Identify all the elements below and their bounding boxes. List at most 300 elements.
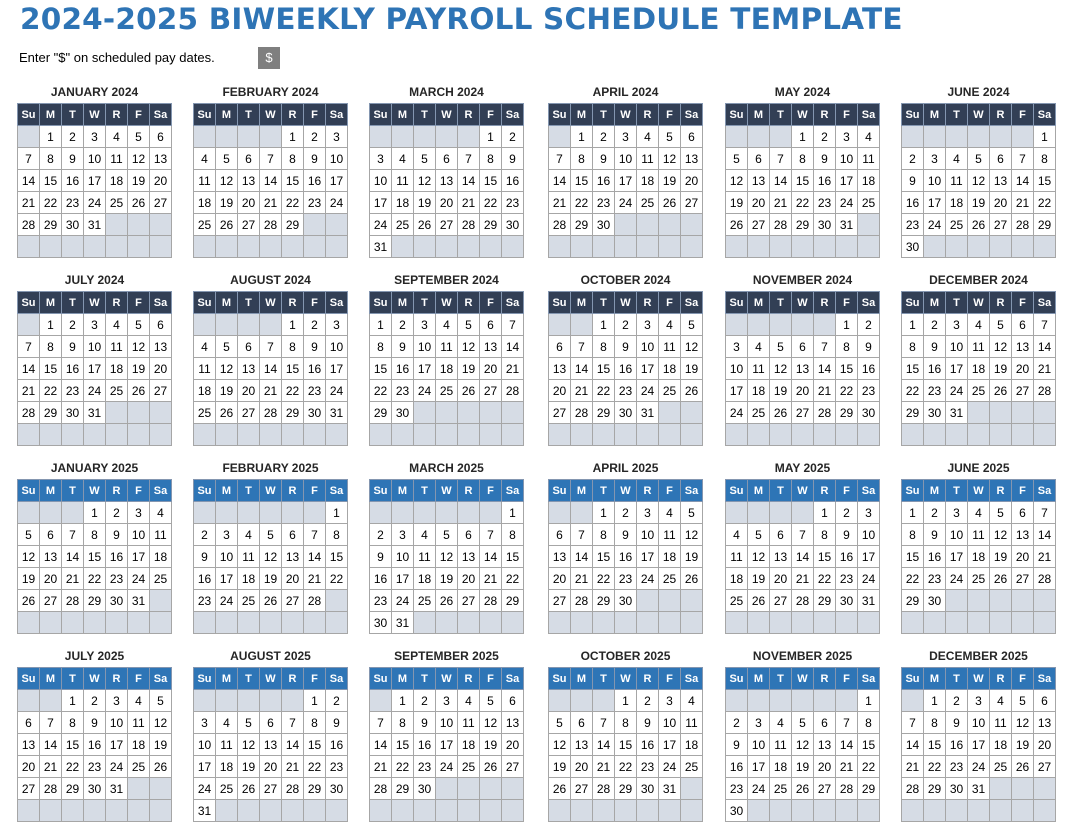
day-cell[interactable]: 4: [637, 126, 659, 148]
day-cell[interactable]: 14: [1034, 524, 1056, 546]
day-cell[interactable]: 11: [436, 336, 458, 358]
day-cell[interactable]: 24: [836, 192, 858, 214]
day-cell[interactable]: 27: [1034, 756, 1056, 778]
day-cell[interactable]: 2: [726, 712, 748, 734]
day-cell[interactable]: 14: [814, 358, 836, 380]
day-cell[interactable]: 27: [990, 214, 1012, 236]
day-cell[interactable]: 18: [150, 546, 172, 568]
day-cell[interactable]: 13: [40, 546, 62, 568]
day-cell[interactable]: 25: [436, 380, 458, 402]
day-cell[interactable]: 15: [304, 734, 326, 756]
day-cell[interactable]: 5: [968, 148, 990, 170]
day-cell[interactable]: 29: [902, 590, 924, 612]
day-cell[interactable]: 11: [858, 148, 880, 170]
day-cell[interactable]: 27: [458, 590, 480, 612]
day-cell[interactable]: 16: [304, 170, 326, 192]
day-cell[interactable]: 1: [902, 314, 924, 336]
day-cell[interactable]: 2: [62, 314, 84, 336]
day-cell[interactable]: 5: [990, 314, 1012, 336]
day-cell[interactable]: 16: [502, 170, 524, 192]
day-cell[interactable]: 8: [502, 524, 524, 546]
day-cell[interactable]: 20: [1012, 358, 1034, 380]
day-cell[interactable]: 21: [593, 756, 615, 778]
day-cell[interactable]: 10: [326, 148, 348, 170]
day-cell[interactable]: 5: [238, 712, 260, 734]
day-cell[interactable]: 14: [902, 734, 924, 756]
day-cell[interactable]: 27: [260, 778, 282, 800]
day-cell[interactable]: 11: [128, 712, 150, 734]
day-cell[interactable]: 4: [968, 502, 990, 524]
day-cell[interactable]: 24: [748, 778, 770, 800]
day-cell[interactable]: 7: [18, 336, 40, 358]
day-cell[interactable]: 8: [282, 148, 304, 170]
day-cell[interactable]: 28: [1012, 214, 1034, 236]
day-cell[interactable]: 10: [326, 336, 348, 358]
day-cell[interactable]: 17: [326, 358, 348, 380]
day-cell[interactable]: 6: [549, 336, 571, 358]
day-cell[interactable]: 13: [502, 712, 524, 734]
day-cell[interactable]: 13: [571, 734, 593, 756]
day-cell[interactable]: 29: [836, 402, 858, 424]
day-cell[interactable]: 31: [370, 236, 392, 258]
day-cell[interactable]: 31: [84, 402, 106, 424]
day-cell[interactable]: 31: [326, 402, 348, 424]
day-cell[interactable]: 6: [502, 690, 524, 712]
day-cell[interactable]: 22: [40, 380, 62, 402]
day-cell[interactable]: 13: [1012, 336, 1034, 358]
day-cell[interactable]: 4: [216, 712, 238, 734]
day-cell[interactable]: 19: [770, 380, 792, 402]
day-cell[interactable]: 22: [326, 568, 348, 590]
day-cell[interactable]: 16: [814, 170, 836, 192]
day-cell[interactable]: 23: [858, 380, 880, 402]
day-cell[interactable]: 14: [40, 734, 62, 756]
day-cell[interactable]: 17: [106, 734, 128, 756]
day-cell[interactable]: 23: [593, 192, 615, 214]
day-cell[interactable]: 15: [480, 170, 502, 192]
day-cell[interactable]: 25: [392, 214, 414, 236]
day-cell[interactable]: 2: [615, 502, 637, 524]
day-cell[interactable]: 9: [502, 148, 524, 170]
day-cell[interactable]: 12: [968, 170, 990, 192]
day-cell[interactable]: 31: [637, 402, 659, 424]
day-cell[interactable]: 13: [814, 734, 836, 756]
day-cell[interactable]: 22: [282, 192, 304, 214]
day-cell[interactable]: 12: [128, 148, 150, 170]
day-cell[interactable]: 24: [84, 192, 106, 214]
day-cell[interactable]: 23: [304, 380, 326, 402]
day-cell[interactable]: 14: [260, 358, 282, 380]
day-cell[interactable]: 24: [946, 380, 968, 402]
day-cell[interactable]: 20: [814, 756, 836, 778]
day-cell[interactable]: 8: [571, 148, 593, 170]
day-cell[interactable]: 15: [792, 170, 814, 192]
day-cell[interactable]: 25: [128, 756, 150, 778]
day-cell[interactable]: 16: [392, 358, 414, 380]
day-cell[interactable]: 30: [370, 612, 392, 634]
day-cell[interactable]: 9: [924, 524, 946, 546]
day-cell[interactable]: 3: [615, 126, 637, 148]
day-cell[interactable]: 23: [304, 192, 326, 214]
day-cell[interactable]: 4: [106, 314, 128, 336]
day-cell[interactable]: 1: [40, 126, 62, 148]
day-cell[interactable]: 11: [194, 358, 216, 380]
day-cell[interactable]: 18: [726, 568, 748, 590]
day-cell[interactable]: 28: [770, 214, 792, 236]
dollar-button[interactable]: $: [258, 47, 280, 69]
day-cell[interactable]: 22: [615, 756, 637, 778]
day-cell[interactable]: 31: [968, 778, 990, 800]
day-cell[interactable]: 13: [150, 148, 172, 170]
day-cell[interactable]: 17: [726, 380, 748, 402]
day-cell[interactable]: 13: [549, 546, 571, 568]
day-cell[interactable]: 22: [593, 568, 615, 590]
day-cell[interactable]: 14: [18, 358, 40, 380]
day-cell[interactable]: 12: [549, 734, 571, 756]
day-cell[interactable]: 19: [659, 170, 681, 192]
day-cell[interactable]: 5: [216, 148, 238, 170]
day-cell[interactable]: 16: [304, 358, 326, 380]
day-cell[interactable]: 18: [681, 734, 703, 756]
day-cell[interactable]: 16: [902, 192, 924, 214]
day-cell[interactable]: 9: [637, 712, 659, 734]
day-cell[interactable]: 19: [260, 568, 282, 590]
day-cell[interactable]: 6: [150, 314, 172, 336]
day-cell[interactable]: 11: [106, 148, 128, 170]
day-cell[interactable]: 10: [436, 712, 458, 734]
day-cell[interactable]: 21: [260, 380, 282, 402]
day-cell[interactable]: 28: [1034, 380, 1056, 402]
day-cell[interactable]: 18: [458, 734, 480, 756]
day-cell[interactable]: 4: [681, 690, 703, 712]
day-cell[interactable]: 10: [726, 358, 748, 380]
day-cell[interactable]: 15: [615, 734, 637, 756]
day-cell[interactable]: 1: [593, 314, 615, 336]
day-cell[interactable]: 6: [458, 524, 480, 546]
day-cell[interactable]: 2: [924, 314, 946, 336]
day-cell[interactable]: 28: [549, 214, 571, 236]
day-cell[interactable]: 25: [681, 756, 703, 778]
day-cell[interactable]: 23: [615, 380, 637, 402]
day-cell[interactable]: 2: [62, 126, 84, 148]
day-cell[interactable]: 5: [150, 690, 172, 712]
day-cell[interactable]: 23: [62, 380, 84, 402]
day-cell[interactable]: 21: [40, 756, 62, 778]
day-cell[interactable]: 6: [1012, 502, 1034, 524]
day-cell[interactable]: 15: [924, 734, 946, 756]
day-cell[interactable]: 27: [480, 380, 502, 402]
day-cell[interactable]: 26: [549, 778, 571, 800]
day-cell[interactable]: 23: [615, 568, 637, 590]
day-cell[interactable]: 1: [84, 502, 106, 524]
day-cell[interactable]: 22: [304, 756, 326, 778]
day-cell[interactable]: 15: [40, 170, 62, 192]
day-cell[interactable]: 29: [902, 402, 924, 424]
day-cell[interactable]: 26: [128, 192, 150, 214]
day-cell[interactable]: 5: [549, 712, 571, 734]
day-cell[interactable]: 20: [502, 734, 524, 756]
day-cell[interactable]: 24: [216, 590, 238, 612]
day-cell[interactable]: 13: [238, 358, 260, 380]
day-cell[interactable]: 26: [128, 380, 150, 402]
day-cell[interactable]: 23: [62, 192, 84, 214]
day-cell[interactable]: 13: [436, 170, 458, 192]
day-cell[interactable]: 12: [659, 148, 681, 170]
day-cell[interactable]: 31: [836, 214, 858, 236]
day-cell[interactable]: 26: [18, 590, 40, 612]
day-cell[interactable]: 2: [836, 502, 858, 524]
day-cell[interactable]: 10: [659, 712, 681, 734]
day-cell[interactable]: 30: [326, 778, 348, 800]
day-cell[interactable]: 28: [902, 778, 924, 800]
day-cell[interactable]: 8: [902, 524, 924, 546]
day-cell[interactable]: 11: [946, 170, 968, 192]
day-cell[interactable]: 9: [370, 546, 392, 568]
day-cell[interactable]: 12: [792, 734, 814, 756]
day-cell[interactable]: 3: [216, 524, 238, 546]
day-cell[interactable]: 11: [681, 712, 703, 734]
day-cell[interactable]: 13: [990, 170, 1012, 192]
day-cell[interactable]: 6: [18, 712, 40, 734]
day-cell[interactable]: 31: [392, 612, 414, 634]
day-cell[interactable]: 16: [858, 358, 880, 380]
day-cell[interactable]: 2: [924, 502, 946, 524]
day-cell[interactable]: 29: [370, 402, 392, 424]
day-cell[interactable]: 22: [1034, 192, 1056, 214]
day-cell[interactable]: 17: [924, 192, 946, 214]
day-cell[interactable]: 4: [436, 314, 458, 336]
day-cell[interactable]: 12: [216, 170, 238, 192]
day-cell[interactable]: 8: [40, 148, 62, 170]
day-cell[interactable]: 29: [480, 214, 502, 236]
day-cell[interactable]: 18: [968, 546, 990, 568]
day-cell[interactable]: 28: [260, 214, 282, 236]
day-cell[interactable]: 6: [792, 336, 814, 358]
day-cell[interactable]: 12: [18, 546, 40, 568]
day-cell[interactable]: 14: [836, 734, 858, 756]
day-cell[interactable]: 14: [458, 170, 480, 192]
day-cell[interactable]: 12: [770, 358, 792, 380]
day-cell[interactable]: 30: [62, 214, 84, 236]
day-cell[interactable]: 19: [990, 546, 1012, 568]
day-cell[interactable]: 26: [726, 214, 748, 236]
day-cell[interactable]: 13: [1012, 524, 1034, 546]
day-cell[interactable]: 31: [194, 800, 216, 822]
day-cell[interactable]: 4: [392, 148, 414, 170]
day-cell[interactable]: 6: [814, 712, 836, 734]
day-cell[interactable]: 1: [282, 314, 304, 336]
day-cell[interactable]: 3: [326, 126, 348, 148]
day-cell[interactable]: 4: [150, 502, 172, 524]
day-cell[interactable]: 4: [990, 690, 1012, 712]
day-cell[interactable]: 24: [370, 214, 392, 236]
day-cell[interactable]: 20: [792, 380, 814, 402]
day-cell[interactable]: 23: [414, 756, 436, 778]
day-cell[interactable]: 10: [84, 148, 106, 170]
day-cell[interactable]: 17: [370, 192, 392, 214]
day-cell[interactable]: 8: [792, 148, 814, 170]
day-cell[interactable]: 24: [106, 756, 128, 778]
day-cell[interactable]: 24: [84, 380, 106, 402]
day-cell[interactable]: 29: [1034, 214, 1056, 236]
day-cell[interactable]: 20: [436, 192, 458, 214]
day-cell[interactable]: 23: [637, 756, 659, 778]
day-cell[interactable]: 27: [238, 402, 260, 424]
day-cell[interactable]: 7: [260, 336, 282, 358]
day-cell[interactable]: 4: [194, 148, 216, 170]
day-cell[interactable]: 17: [128, 546, 150, 568]
day-cell[interactable]: 26: [681, 568, 703, 590]
day-cell[interactable]: 5: [458, 314, 480, 336]
day-cell[interactable]: 4: [659, 314, 681, 336]
day-cell[interactable]: 9: [836, 524, 858, 546]
day-cell[interactable]: 21: [1034, 546, 1056, 568]
day-cell[interactable]: 18: [392, 192, 414, 214]
day-cell[interactable]: 4: [128, 690, 150, 712]
day-cell[interactable]: 5: [260, 524, 282, 546]
day-cell[interactable]: 25: [458, 756, 480, 778]
day-cell[interactable]: 11: [659, 336, 681, 358]
day-cell[interactable]: 14: [792, 546, 814, 568]
day-cell[interactable]: 24: [128, 568, 150, 590]
day-cell[interactable]: 8: [40, 336, 62, 358]
day-cell[interactable]: 9: [593, 148, 615, 170]
day-cell[interactable]: 1: [370, 314, 392, 336]
day-cell[interactable]: 3: [326, 314, 348, 336]
day-cell[interactable]: 30: [946, 778, 968, 800]
day-cell[interactable]: 13: [1034, 712, 1056, 734]
day-cell[interactable]: 22: [858, 756, 880, 778]
day-cell[interactable]: 6: [260, 712, 282, 734]
day-cell[interactable]: 17: [194, 756, 216, 778]
day-cell[interactable]: 18: [968, 358, 990, 380]
day-cell[interactable]: 9: [902, 170, 924, 192]
day-cell[interactable]: 11: [106, 336, 128, 358]
day-cell[interactable]: 9: [726, 734, 748, 756]
day-cell[interactable]: 29: [40, 214, 62, 236]
day-cell[interactable]: 10: [615, 148, 637, 170]
day-cell[interactable]: 12: [1012, 712, 1034, 734]
day-cell[interactable]: 24: [726, 402, 748, 424]
day-cell[interactable]: 26: [260, 590, 282, 612]
day-cell[interactable]: 22: [902, 568, 924, 590]
day-cell[interactable]: 27: [502, 756, 524, 778]
day-cell[interactable]: 7: [260, 148, 282, 170]
day-cell[interactable]: 16: [326, 734, 348, 756]
day-cell[interactable]: 18: [106, 170, 128, 192]
day-cell[interactable]: 20: [40, 568, 62, 590]
day-cell[interactable]: 17: [659, 734, 681, 756]
day-cell[interactable]: 30: [726, 800, 748, 822]
day-cell[interactable]: 31: [659, 778, 681, 800]
day-cell[interactable]: 8: [392, 712, 414, 734]
day-cell[interactable]: 28: [792, 590, 814, 612]
day-cell[interactable]: 17: [946, 546, 968, 568]
day-cell[interactable]: 17: [84, 170, 106, 192]
day-cell[interactable]: 14: [571, 358, 593, 380]
day-cell[interactable]: 21: [792, 568, 814, 590]
day-cell[interactable]: 19: [128, 358, 150, 380]
day-cell[interactable]: 27: [282, 590, 304, 612]
day-cell[interactable]: 15: [836, 358, 858, 380]
day-cell[interactable]: 21: [370, 756, 392, 778]
day-cell[interactable]: 19: [792, 756, 814, 778]
day-cell[interactable]: 28: [836, 778, 858, 800]
day-cell[interactable]: 21: [571, 380, 593, 402]
day-cell[interactable]: 19: [681, 546, 703, 568]
day-cell[interactable]: 4: [458, 690, 480, 712]
day-cell[interactable]: 2: [326, 690, 348, 712]
day-cell[interactable]: 29: [571, 214, 593, 236]
day-cell[interactable]: 28: [282, 778, 304, 800]
day-cell[interactable]: 7: [502, 314, 524, 336]
day-cell[interactable]: 3: [84, 314, 106, 336]
day-cell[interactable]: 6: [238, 148, 260, 170]
day-cell[interactable]: 27: [748, 214, 770, 236]
day-cell[interactable]: 17: [326, 170, 348, 192]
day-cell[interactable]: 25: [238, 590, 260, 612]
day-cell[interactable]: 26: [414, 214, 436, 236]
day-cell[interactable]: 1: [282, 126, 304, 148]
day-cell[interactable]: 30: [836, 590, 858, 612]
day-cell[interactable]: 10: [946, 524, 968, 546]
day-cell[interactable]: 25: [990, 756, 1012, 778]
day-cell[interactable]: 10: [84, 336, 106, 358]
day-cell[interactable]: 10: [968, 712, 990, 734]
day-cell[interactable]: 29: [84, 590, 106, 612]
day-cell[interactable]: 10: [370, 170, 392, 192]
day-cell[interactable]: 13: [282, 546, 304, 568]
day-cell[interactable]: 12: [414, 170, 436, 192]
day-cell[interactable]: 1: [326, 502, 348, 524]
day-cell[interactable]: 3: [637, 502, 659, 524]
day-cell[interactable]: 1: [902, 502, 924, 524]
day-cell[interactable]: 29: [40, 402, 62, 424]
day-cell[interactable]: 24: [637, 568, 659, 590]
day-cell[interactable]: 30: [502, 214, 524, 236]
day-cell[interactable]: 27: [40, 590, 62, 612]
day-cell[interactable]: 23: [726, 778, 748, 800]
day-cell[interactable]: 25: [659, 380, 681, 402]
day-cell[interactable]: 12: [150, 712, 172, 734]
day-cell[interactable]: 29: [814, 590, 836, 612]
day-cell[interactable]: 30: [814, 214, 836, 236]
day-cell[interactable]: 18: [106, 358, 128, 380]
day-cell[interactable]: 2: [194, 524, 216, 546]
day-cell[interactable]: 17: [968, 734, 990, 756]
day-cell[interactable]: 30: [593, 214, 615, 236]
day-cell[interactable]: 5: [414, 148, 436, 170]
day-cell[interactable]: 1: [392, 690, 414, 712]
day-cell[interactable]: 3: [726, 336, 748, 358]
day-cell[interactable]: 19: [216, 192, 238, 214]
day-cell[interactable]: 22: [62, 756, 84, 778]
day-cell[interactable]: 27: [150, 380, 172, 402]
day-cell[interactable]: 3: [946, 502, 968, 524]
day-cell[interactable]: 4: [414, 524, 436, 546]
day-cell[interactable]: 2: [814, 126, 836, 148]
day-cell[interactable]: 30: [392, 402, 414, 424]
day-cell[interactable]: 24: [615, 192, 637, 214]
day-cell[interactable]: 28: [62, 590, 84, 612]
day-cell[interactable]: 20: [990, 192, 1012, 214]
day-cell[interactable]: 30: [62, 402, 84, 424]
day-cell[interactable]: 20: [681, 170, 703, 192]
day-cell[interactable]: 29: [858, 778, 880, 800]
day-cell[interactable]: 13: [549, 358, 571, 380]
day-cell[interactable]: 8: [304, 712, 326, 734]
day-cell[interactable]: 22: [836, 380, 858, 402]
